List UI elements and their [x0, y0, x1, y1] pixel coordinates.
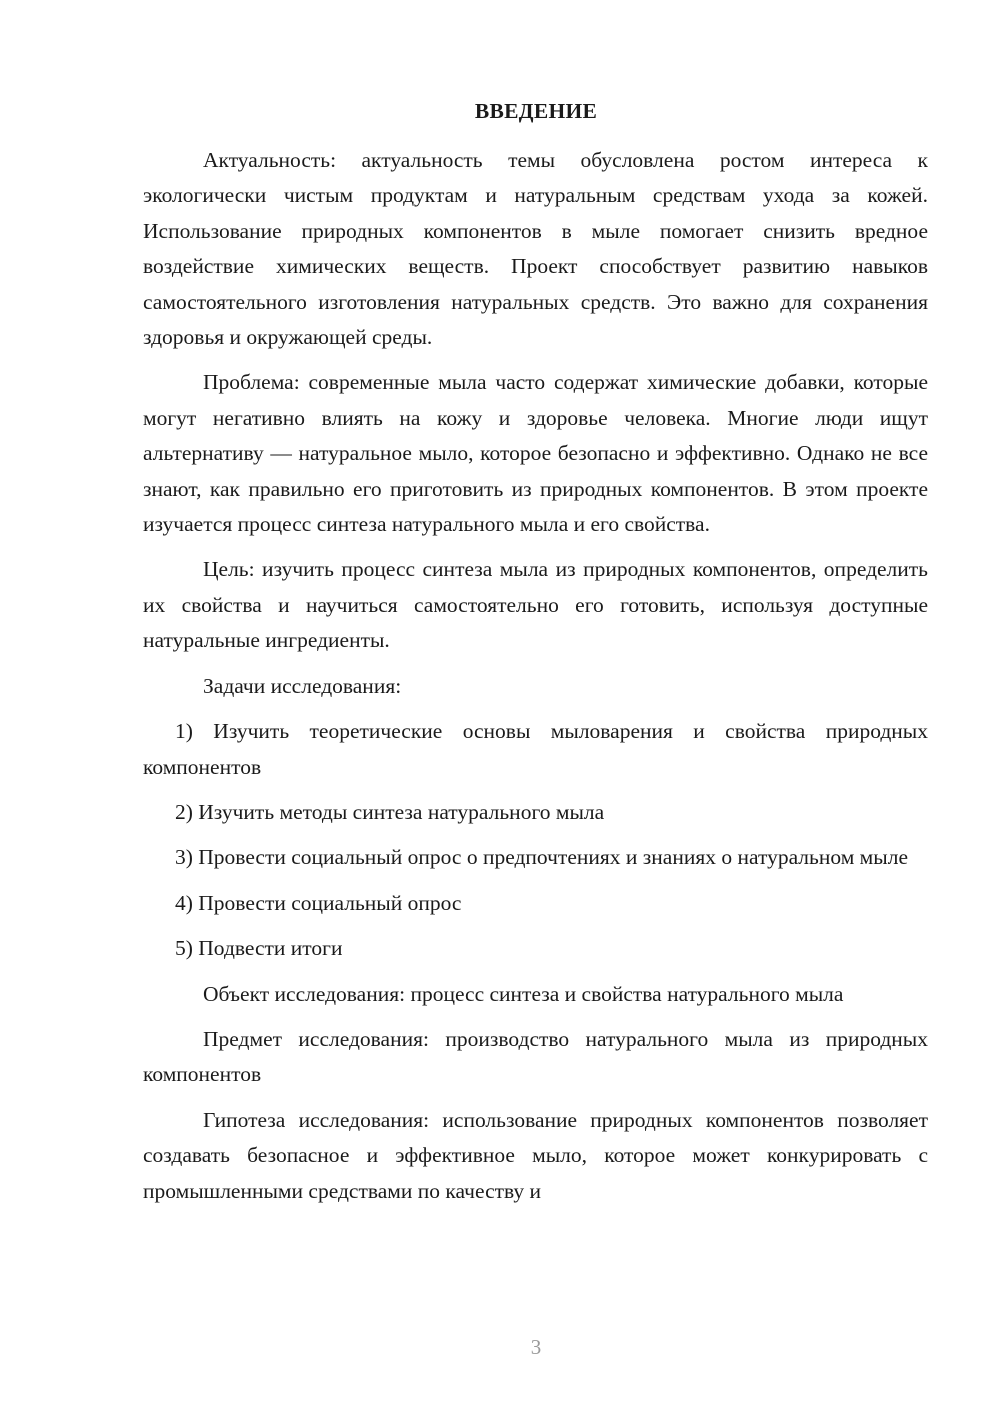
section-title: ВВЕДЕНИЕ — [474, 99, 598, 123]
problem-paragraph: Проблема: современные мыла часто содержат химические добавки, которые могут негативно влиять на кожу и здоровье человека. Многие люди ищут альтернативу — натуральное мыло, которое безопасно и эффективно. Однако не все знают, как правильно его приготовить из природных компонентов. В этом проекте изучается процесс синтеза натурального мыла и его свойства. — [143, 370, 928, 537]
goal-paragraph: Цель: изучить процесс синтеза мыла из природных компонентов, определить их свойства и научиться самостоятельно его готовить, используя доступные натуральные ингредиенты. — [143, 557, 928, 653]
object-paragraph: Объект исследования: процесс синтеза и свойства натурального мыла — [203, 981, 844, 1006]
task-item-2: 2) Изучить методы синтеза натурального мыла — [175, 799, 605, 824]
hypothesis-paragraph: Гипотеза исследования: использование природных компонентов позволяет создавать безопасное и эффективное мыло, которое может конкурировать с промышленными средствами по качеству и — [143, 1107, 928, 1203]
tasks-heading: Задачи исследования: — [203, 673, 402, 698]
page-number: 3 — [530, 1335, 542, 1359]
subject-paragraph: Предмет исследования: производство натурального мыла из природных компонентов — [143, 1026, 928, 1087]
task-item-1: 1) Изучить теоретические основы мыловарения и свойства природных компонентов — [143, 719, 928, 779]
task-item-5: 5) Подвести итоги — [175, 936, 343, 961]
document-body — [143, 143, 928, 1219]
relevance-paragraph: Актуальность: актуальность темы обусловлена ростом интереса к экологически чистым продуктам и натуральным средствам ухода за кожей. Использование природных компонентов в мыле помогает снизить вредное воздействие химических веществ. Проект способствует развитию навыков самостоятельного изготовления натуральных средств. Это важно для сохранения здоровья и окружающей среды. — [143, 148, 928, 350]
task-item-4: 4) Провести социальный опрос — [175, 890, 462, 915]
task-item-3: 3) Провести социальный опрос о предпочтениях и знаниях о натуральном мыле — [175, 845, 908, 870]
